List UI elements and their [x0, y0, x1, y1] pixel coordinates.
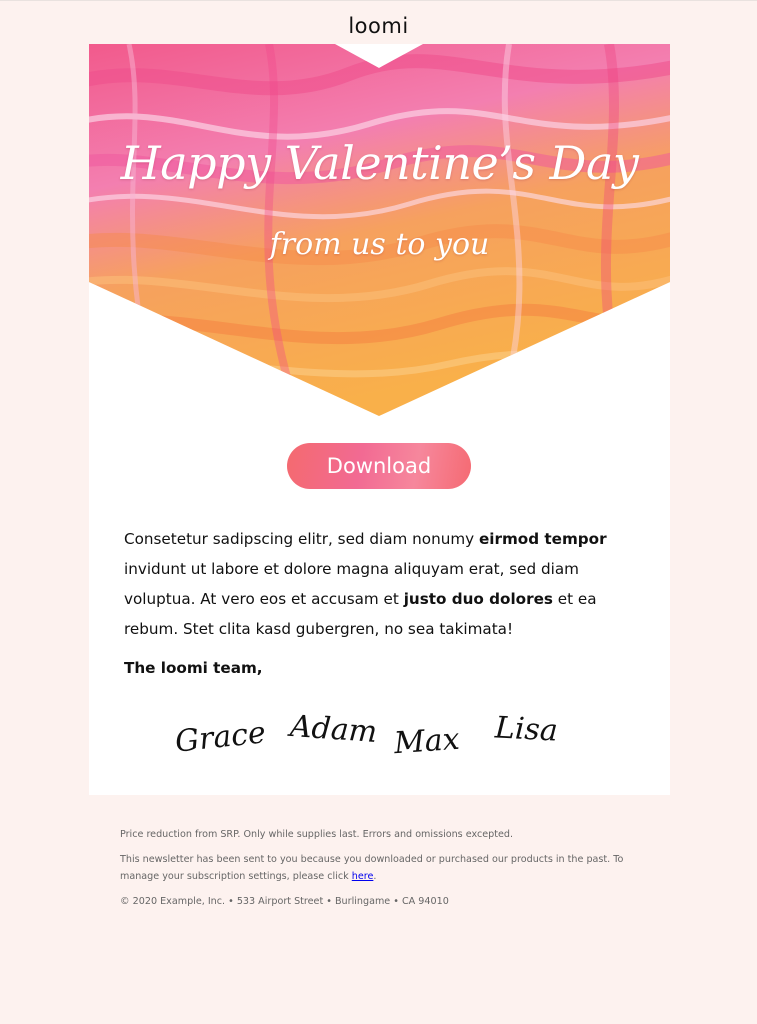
body-bold-segment: eirmod tempor — [478, 530, 607, 548]
brand-logo[interactable]: loomi — [348, 14, 409, 38]
footer-text: This newsletter has been sent to you because you downloaded or purchased our products in the past. To manage your subscription settings, please click — [120, 854, 624, 882]
body-bold-segment: justo duo dolores — [403, 590, 553, 608]
body-text-segment: invidunt ut labore et dolore magna aliquyam erat, sed diam voluptua. At vero eos et accusam et — [124, 560, 579, 608]
manage-subscription-link[interactable]: here — [351, 871, 374, 882]
hero-title: Happy Valentine’s Day — [120, 136, 639, 190]
footer-subscription-note — [120, 851, 640, 885]
footer-address: © 2020 Example, Inc. • 533 Airport Street • Burlingame • CA 94010 — [120, 896, 449, 907]
body-text-segment: et ea rebum. Stet clita kasd gubergren, no sea takimata! — [124, 590, 597, 638]
signature-grace: Grace — [173, 715, 268, 760]
body-text-segment: Consetetur sadipscing elitr, sed diam nonumy — [124, 530, 479, 548]
signature-max: Max — [392, 721, 461, 762]
email-header — [0, 0, 757, 45]
signature-adam: Adam — [288, 709, 379, 750]
email-card — [89, 44, 670, 795]
download-button[interactable]: Download — [287, 443, 471, 489]
hero-subtitle: from us to you — [269, 227, 490, 262]
signoff-text: The loomi team, — [124, 659, 263, 677]
footer-text: . — [373, 871, 377, 882]
body-paragraph — [124, 524, 639, 644]
hero-banner — [89, 44, 670, 416]
footer-disclaimer: Price reduction from SRP. Only while supplies last. Errors and omissions excepted. — [120, 829, 514, 840]
signature-lisa: Lisa — [494, 710, 559, 749]
